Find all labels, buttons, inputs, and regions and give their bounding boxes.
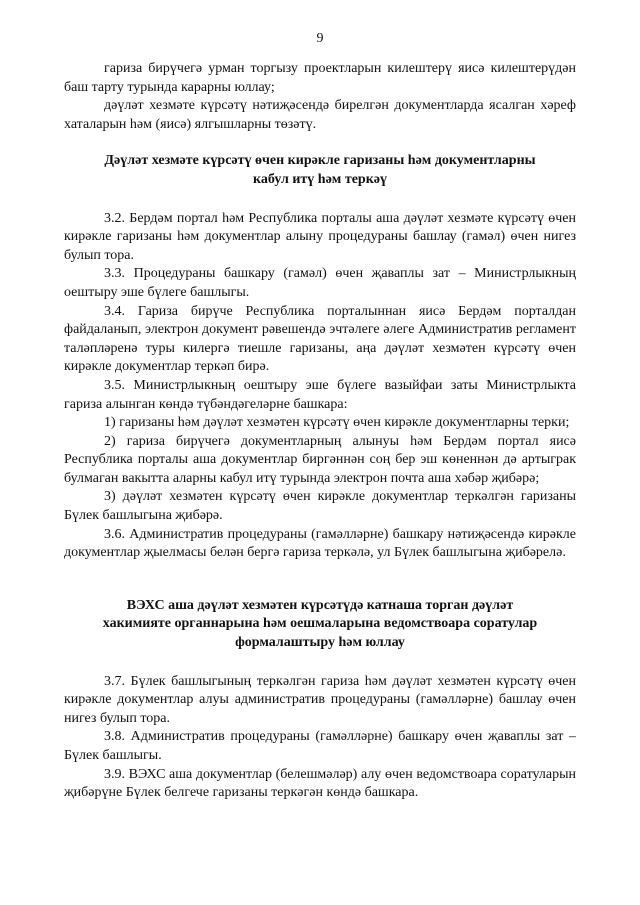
paragraph-3-7: 3.7. Бүлек башлыгының теркәлгән гариза һәм дәүләт хезмәтен күрсәтү өчен кирәкле документлар алуы административ процедураны (гамәлләрне) башлау өчен нигез булып тора. xyxy=(64,673,576,726)
page-number: 9 xyxy=(316,31,324,46)
paragraph-3-8: 3.8. Административ процедураны (гамәлләрне) башкару өчен җаваплы зат – Бүлек башлыгы. xyxy=(64,729,576,763)
intro-paragraph-1: гариза бирүчегә урман торгызу проектларын килештерү яисә килештерүдән баш тарту турында карарны юллау; xyxy=(64,61,576,95)
paragraph-3-2: 3.2. Бердәм портал һәм Республика порталы аша дәүләт хезмәте күрсәтү өчен кирәкле гаризаны һәм документлар алыну процедураны башлау (гамәл) өчен нигез булып тора. xyxy=(64,210,576,263)
section-2-body xyxy=(64,673,576,803)
paragraph-3-3: 3.3. Процедураны башкару (гамәл) өчен җаваплы зат – Министрлыкның оештыру эше бүлеге башлыгы. xyxy=(64,266,576,300)
paragraph-3-9: 3.9. ВЭХС аша документлар (белешмәләр) алу өчен ведомствоара соратуларын җибәрүне Бүлек белгече гаризаны теркәгән көндә башкара. xyxy=(64,766,576,801)
section-2-heading-line-1: ВЭХС аша дәүләт хезмәтен күрсәтүдә катнаша торган дәүләт xyxy=(126,597,514,613)
section-2-heading-line-3: формалаштыру һәм юллау xyxy=(235,635,405,651)
section-1-heading-line-1: Дәүләт хезмәте күрсәтү өчен кирәкле гаризаны һәм документларны xyxy=(104,153,536,169)
list-item-1: 1) гаризаны һәм дәүләт хезмәтен күрсәтү өчен кирәкле документларны терки; xyxy=(104,415,570,431)
paragraph-3-4: 3.4. Гариза бирүче Республика порталыннан яисә Бердәм порталдан файдаланып, электрон документ рәвешендә эчтәлеге әлеге Административ регламент таләпләренә туры килергә тиешле гаризаны, аңа дәүләт хезмәтен күрсәтү өчен кирәкле документлар теркәп бирә. xyxy=(64,303,576,375)
section-1-heading xyxy=(64,152,576,189)
list-item-3: 3) дәүләт хезмәтен күрсәтү өчен кирәкле документлар теркәлгән гаризаны Бүлек башлыгына җибәрә. xyxy=(64,489,576,524)
section-1-heading-line-2: кабул итү һәм теркәү xyxy=(253,171,387,187)
section-2-heading-line-2: хакимияте органнарына һәм оешмаларына ведомствоара соратулар xyxy=(102,616,538,632)
paragraph-3-5: 3.5. Министрлыкның оештыру эше бүлеге вазыйфаи заты Министрлыкта гариза алынган көндә түбәндәгеләрне башкара: xyxy=(64,377,576,412)
list-item-2: 2) гариза бирүчегә документларның алынуы һәм Бердәм портал яисә Республика порталы аша документлар биргәннән соң бер эш көненнән дә артыграк булмаган вакытта аларны кабул итү турында электрон почта аша хәбәр җибәрә; xyxy=(64,433,576,486)
document-body xyxy=(64,60,576,803)
section-2-heading xyxy=(64,597,576,653)
section-1-body xyxy=(64,210,576,563)
paragraph-3-6: 3.6. Административ процедураны (гамәлләрне) башкару нәтиҗәсендә кирәкле документлар җыелмасы белән бергә гариза теркәлә, ул Бүлек башлыгына җибәрелә. xyxy=(64,526,576,561)
intro-paragraph-2: дәүләт хезмәте күрсәтү нәтиҗәсендә бирелгән документларда ясалган хәреф хаталарын һәм (яисә) ялгышларны төзәтү. xyxy=(64,98,576,132)
